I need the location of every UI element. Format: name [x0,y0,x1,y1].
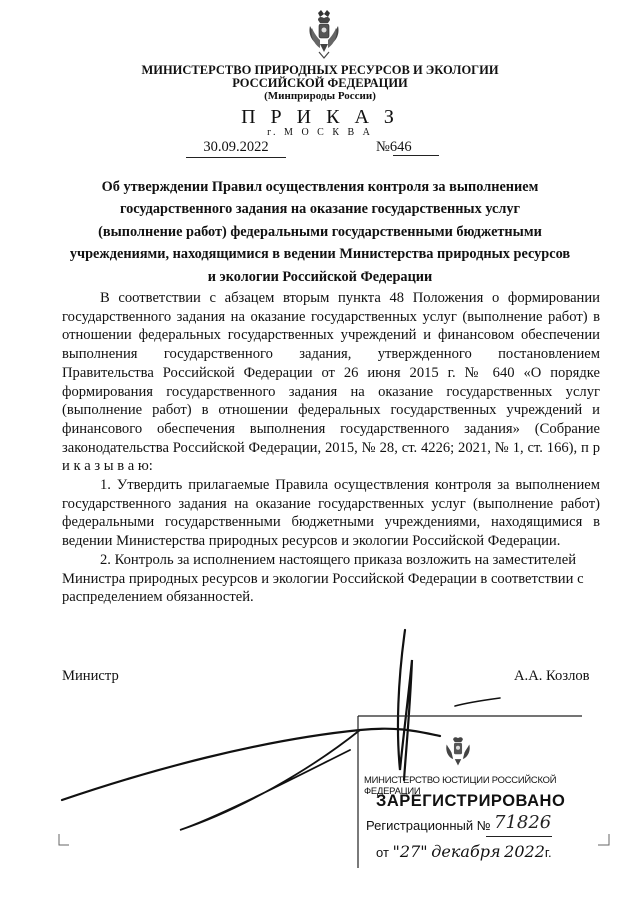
stamp-date-year: 2022 [504,842,545,861]
ministry-short-name: (Минприроды России) [264,90,376,102]
document-city: г. М О С К В А [267,127,373,138]
number-underline [393,155,439,156]
document-title [68,176,572,288]
stamp-date-prefix: от [376,845,389,860]
stamp-date [376,842,582,861]
document-body [62,289,600,607]
crop-mark [58,834,70,846]
preamble-text: В соответствии с абзацем вторым пункта 48 Положения о формировании государственного задания на оказание государственных услуг (выполнение работ) в отношении федеральных государственных учреждений и финансовом обеспечении выполнения государственного задания, утвержденного постановлением Правительства Российской Федерации от 26 июня 2015 г. № 640 «О порядке формирования государственного задания на оказание государственных услуг (выполнение работ) в отношении федеральных государственных учреждений и финансового обеспечения выполнения государственного задания» (Собрание законодательства Российской Федерации, 2015, № 28, ст. 4226; 2021, № 1, ст. 166), [62,290,600,456]
signer-name: А.А. Козлов [514,668,590,684]
ministry-header [0,64,640,103]
signer-position: Министр [62,668,119,684]
title-line: учреждениями, находящимися в ведении Министерства природных ресурсов [69,246,571,263]
title-line: и экологии Российской Федерации [207,268,433,285]
body-paragraph-item-2: 2. Контроль за исполнением настоящего приказа возложить на заместителей Министра природных ресурсов и экологии Российской Федерации в соответствии с распределением обязанностей. [62,551,584,606]
ministry-name-line2: РОССИЙСКОЙ ФЕДЕРАЦИИ [232,76,408,90]
ministry-name-line1: МИНИСТЕРСТВО ПРИРОДНЫХ РЕСУРСОВ И ЭКОЛОГИИ [141,63,499,77]
stamp-date-day: "27" [392,842,428,861]
order-word: п р и к а з ы в а ю: [62,439,600,475]
number-value: 646 [389,139,412,155]
stamp-status: ЗАРЕГИСТРИРОВАНО [376,792,566,810]
document-date: 30.09.2022 [186,139,286,158]
stamp-emblem-icon [443,730,473,772]
crop-mark [598,834,610,846]
stamp-ministry-name: МИНИСТЕРСТВО ЮСТИЦИИ РОССИЙСКОЙ ФЕДЕРАЦИИ [364,774,557,796]
stamp-date-month: декабря [431,842,501,861]
stamp-date-suffix: г. [544,845,552,860]
body-paragraph-item-1: 1. Утвердить прилагаемые Правила осуществления контроля за выполнением государственного задания на оказание государственных услуг (выполнение работ) федеральными государственными бюджетными учреждениями, находящимися в ведении Министерства природных ресурсов и экологии Российской Федерации. [62,477,600,550]
state-emblem-icon [306,8,342,60]
document-type: П Р И К А З [241,106,399,128]
title-line: государственного задания на оказание государственных услуг [119,201,521,218]
stamp-reg-underline [486,836,552,837]
registration-stamp [346,708,582,868]
stamp-reg-label: Регистрационный № [366,818,491,833]
stamp-reg-number: 71826 [494,812,552,833]
document-number [376,139,412,156]
title-line: Об утверждении Правил осуществления контроля за выполнением [101,179,539,195]
title-line: (выполнение работ) федеральными государственными бюджетными [98,223,542,240]
number-prefix: № [376,139,390,155]
body-paragraph-preamble [62,289,600,476]
